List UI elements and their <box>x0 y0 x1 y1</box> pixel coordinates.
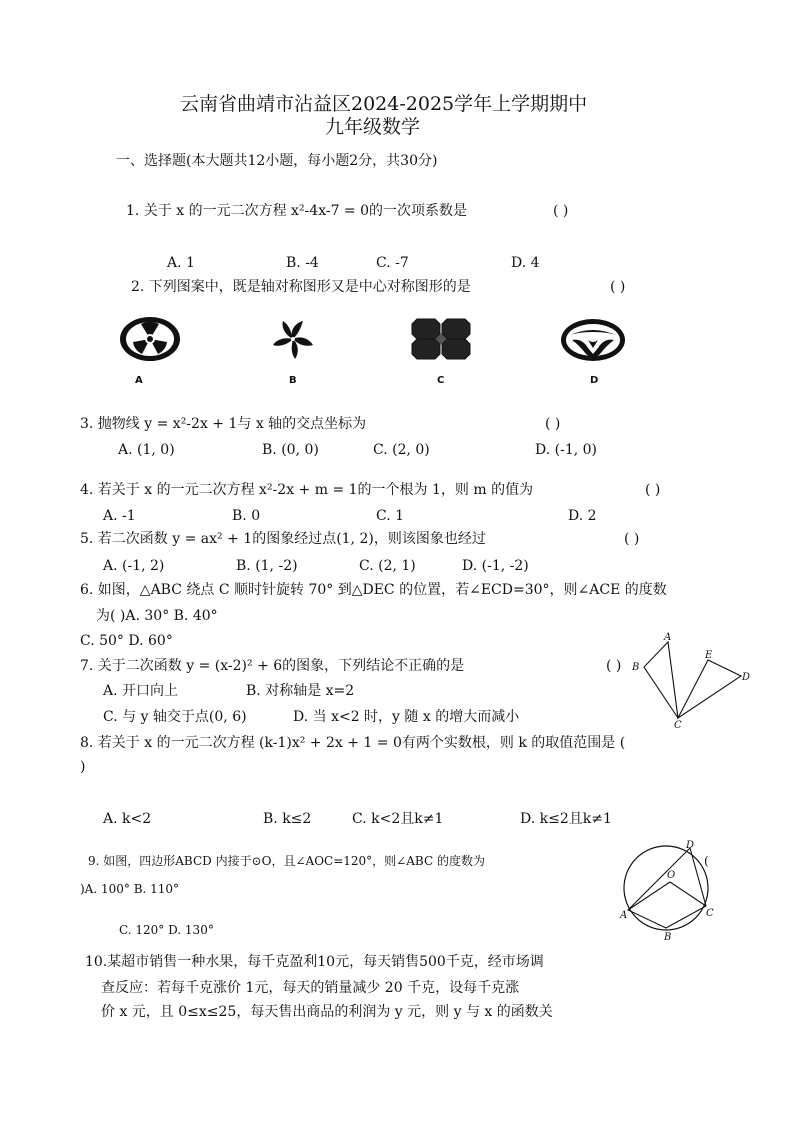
q1-option-d: D. 4 <box>511 255 540 271</box>
q7-option-c: C. 与 y 轴交于点(0, 6) <box>103 709 247 725</box>
fig-label-o: O <box>667 870 676 881</box>
q5-option-a: A. (-1, 2) <box>103 558 165 574</box>
q5-answer-paren: ( ) <box>624 531 640 547</box>
q2-caption-d: D <box>590 375 599 386</box>
q2-figure-b-flower-icon <box>263 318 323 360</box>
q7-option-b: B. 对称轴是 x=2 <box>246 683 355 699</box>
fig-label-a: A <box>620 910 628 921</box>
fig-label-c: C <box>674 720 682 731</box>
q9-paren-open: ( <box>704 854 709 868</box>
fig-label-c: C <box>706 908 714 919</box>
section-heading: 一、选择题(本大题共12小题，每小题2分，共30分) <box>116 153 438 169</box>
q5-option-c: C. (2, 1) <box>359 558 416 574</box>
fig-label-b: B <box>632 662 640 673</box>
q8-line-1: 8. 若关于 x 的一元二次方程 (k-1)x² + 2x + 1 = 0有两个实数根，则 k 的取值范围是 ( <box>80 735 626 751</box>
rotation-triangle-figure <box>628 630 758 730</box>
title-line-2: 九年级数学 <box>325 116 421 138</box>
q6-line-1: 6. 如图，△ABC 绕点 C 顺时针旋转 70° 到△DEC 的位置，若∠ECD=30°，则∠ACE 的度数 <box>80 582 667 598</box>
q2-answer-paren: ( ) <box>610 279 626 295</box>
q8-option-d: D. k≤2且k≠1 <box>520 811 612 827</box>
title-line-1: 云南省曲靖市沾益区2024-2025学年上学期期中 <box>180 93 588 115</box>
q9-line-2: )A. 100° B. 110° <box>80 882 180 896</box>
q3-answer-paren: ( ) <box>545 416 561 432</box>
fig-label-d: D <box>742 672 751 683</box>
q3-option-b: B. (0, 0) <box>262 442 319 458</box>
q3-stem: 3. 抛物线 y = x²-2x + 1与 x 轴的交点坐标为 <box>80 416 367 432</box>
fig-label-b: B <box>664 932 672 943</box>
q7-option-d: D. 当 x<2 时，y 随 x 的增大而减小 <box>293 709 520 725</box>
q4-option-a: A. -1 <box>103 508 136 524</box>
q2-figure-a-radiation-icon <box>119 316 181 362</box>
inscribed-quadrilateral-figure <box>620 838 720 944</box>
q4-stem: 4. 若关于 x 的一元二次方程 x²-2x + m = 1的一个根为 1，则 m 的值为 <box>80 482 534 498</box>
q2-caption-b: B <box>289 375 297 386</box>
q1-option-a: A. 1 <box>167 255 195 271</box>
q1-answer-paren: ( ) <box>553 203 569 219</box>
q8-line-2: ) <box>80 759 86 775</box>
q10-line-3: 价 x 元，且 0≤x≤25，每天售出商品的利润为 y 元，则 y 与 x 的函数关 <box>101 1004 553 1020</box>
fig-label-a: A <box>664 632 672 643</box>
q5-stem: 5. 若二次函数 y = ax² + 1的图象经过点(1, 2)，则该图象也经过 <box>80 531 486 547</box>
q2-figure-d-emblem-icon <box>560 318 626 362</box>
q2-caption-c: C <box>437 375 445 386</box>
q6-line-3: C. 50° D. 60° <box>80 633 173 649</box>
q8-option-a: A. k<2 <box>103 811 152 827</box>
q9-line-3: C. 120° D. 130° <box>119 923 214 937</box>
q4-option-d: D. 2 <box>568 508 597 524</box>
q9-stem: 9. 如图，四边形ABCD 内接于⊙O，且∠AOC=120°，则∠ABC 的度数为 <box>88 854 485 868</box>
q2-figure-c-octagons-icon <box>411 318 471 360</box>
q10-line-1: 10.某超市销售一种水果，每千克盈利10元，每天销售500千克，经市场调 <box>85 954 544 970</box>
q10-line-2: 查反应：若每千克涨价 1元，每天的销量减少 20 千克，设每千克涨 <box>101 980 520 996</box>
q7-stem: 7. 关于二次函数 y = (x-2)² + 6的图象，下列结论不正确的是 <box>80 658 465 674</box>
q4-answer-paren: ( ) <box>645 482 661 498</box>
q7-option-a: A. 开口向上 <box>103 683 179 699</box>
q3-option-d: D. (-1, 0) <box>535 442 597 458</box>
q3-option-a: A. (1, 0) <box>118 442 175 458</box>
fig-label-d: D <box>686 840 695 851</box>
q8-option-b: B. k≤2 <box>263 811 312 827</box>
q8-option-c: C. k<2且k≠1 <box>352 811 444 827</box>
q4-option-b: B. 0 <box>232 508 261 524</box>
fig-label-e: E <box>705 650 713 661</box>
q3-option-c: C. (2, 0) <box>373 442 430 458</box>
q4-option-c: C. 1 <box>376 508 405 524</box>
q1-option-b: B. -4 <box>286 255 319 271</box>
q6-line-2: 为( )A. 30° B. 40° <box>96 608 218 624</box>
q1-stem: 1. 关于 x 的一元二次方程 x²-4x-7 = 0的一次项系数是 <box>126 203 468 219</box>
q5-option-d: D. (-1, -2) <box>462 558 529 574</box>
q7-answer-paren: ( ) <box>606 658 622 674</box>
q2-caption-a: A <box>135 375 143 386</box>
q5-option-b: B. (1, -2) <box>236 558 298 574</box>
q2-stem: 2. 下列图案中，既是轴对称图形又是中心对称图形的是 <box>131 279 471 295</box>
q1-option-c: C. -7 <box>376 255 409 271</box>
